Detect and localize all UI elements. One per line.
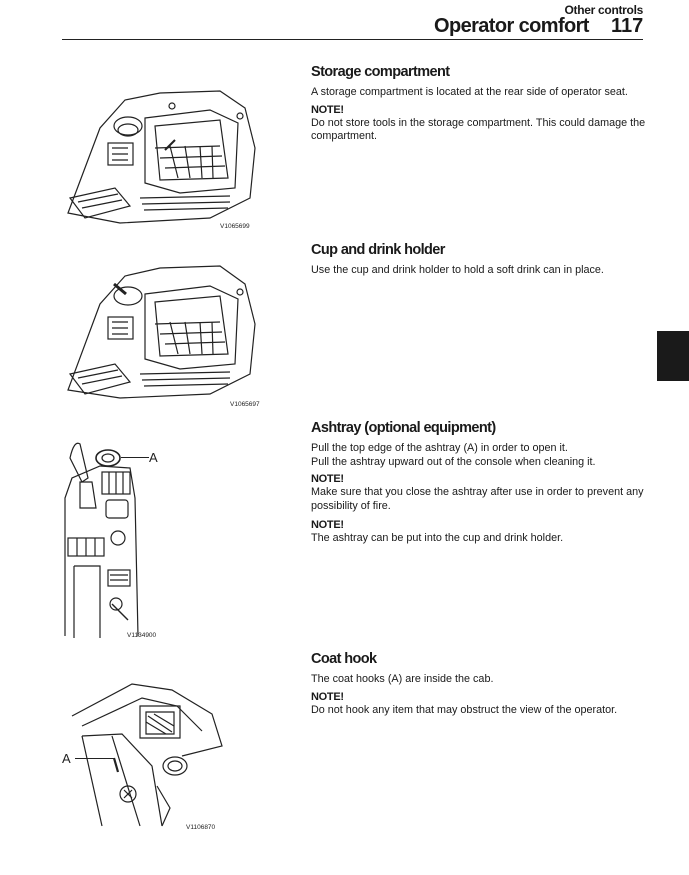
- section-paragraph: A storage compartment is located at the rear side of operator seat.: [311, 86, 628, 98]
- section-heading: Coat hook: [311, 651, 377, 667]
- section-heading: Ashtray (optional equipment): [311, 420, 496, 436]
- note-text: The ashtray can be put into the cup and drink holder.: [311, 532, 564, 545]
- section-label: Other controls: [564, 3, 643, 17]
- ashtray-callout-leader: [121, 457, 149, 458]
- coat-hook-section: [311, 651, 656, 717]
- note-label: NOTE!: [311, 690, 344, 703]
- cup-holder-illustration: [60, 262, 270, 402]
- note-label: NOTE!: [311, 473, 344, 486]
- page-number: 117: [611, 15, 644, 37]
- cup-holder-section: [311, 242, 656, 278]
- ashtray-console-illustration: [60, 438, 160, 638]
- figure-code-2: V1065697: [230, 401, 260, 408]
- note-label: NOTE!: [311, 103, 344, 116]
- storage-compartment-section: [311, 64, 656, 144]
- page-title: Operator comfort: [434, 15, 589, 37]
- note-label: NOTE!: [311, 519, 344, 532]
- section-paragraph: Use the cup and drink holder to hold a soft drink can in place.: [311, 264, 604, 276]
- section-heading: Cup and drink holder: [311, 242, 445, 258]
- ashtray-section: [311, 420, 656, 546]
- coat-hook-callout-leader: [75, 758, 115, 759]
- figure-code-1: V1065699: [220, 223, 250, 230]
- note-text: Do not hook any item that may obstruct the view of the operator.: [311, 703, 618, 716]
- storage-compartment-illustration: [60, 88, 270, 228]
- figure-code-4: V1106870: [186, 824, 216, 831]
- note-text: Do not store tools in the storage compartment. This could damage the compartment.: [311, 116, 646, 143]
- section-paragraph: Pull the ashtray upward out of the console when cleaning it.: [311, 455, 596, 468]
- header-divider: [62, 39, 643, 40]
- coat-hook-callout-label: A: [62, 751, 71, 766]
- section-heading: Storage compartment: [311, 64, 450, 80]
- ashtray-callout-label: A: [149, 450, 158, 465]
- section-paragraph: Pull the top edge of the ashtray (A) in order to open it.: [311, 442, 568, 454]
- chapter-thumb-tab: [657, 331, 689, 381]
- coat-hook-illustration: [62, 676, 252, 836]
- section-paragraph: The coat hooks (A) are inside the cab.: [311, 673, 494, 685]
- note-text: Make sure that you close the ashtray after use in order to prevent any possibility of fire.: [311, 486, 644, 512]
- figure-code-3: V1134900: [127, 632, 157, 639]
